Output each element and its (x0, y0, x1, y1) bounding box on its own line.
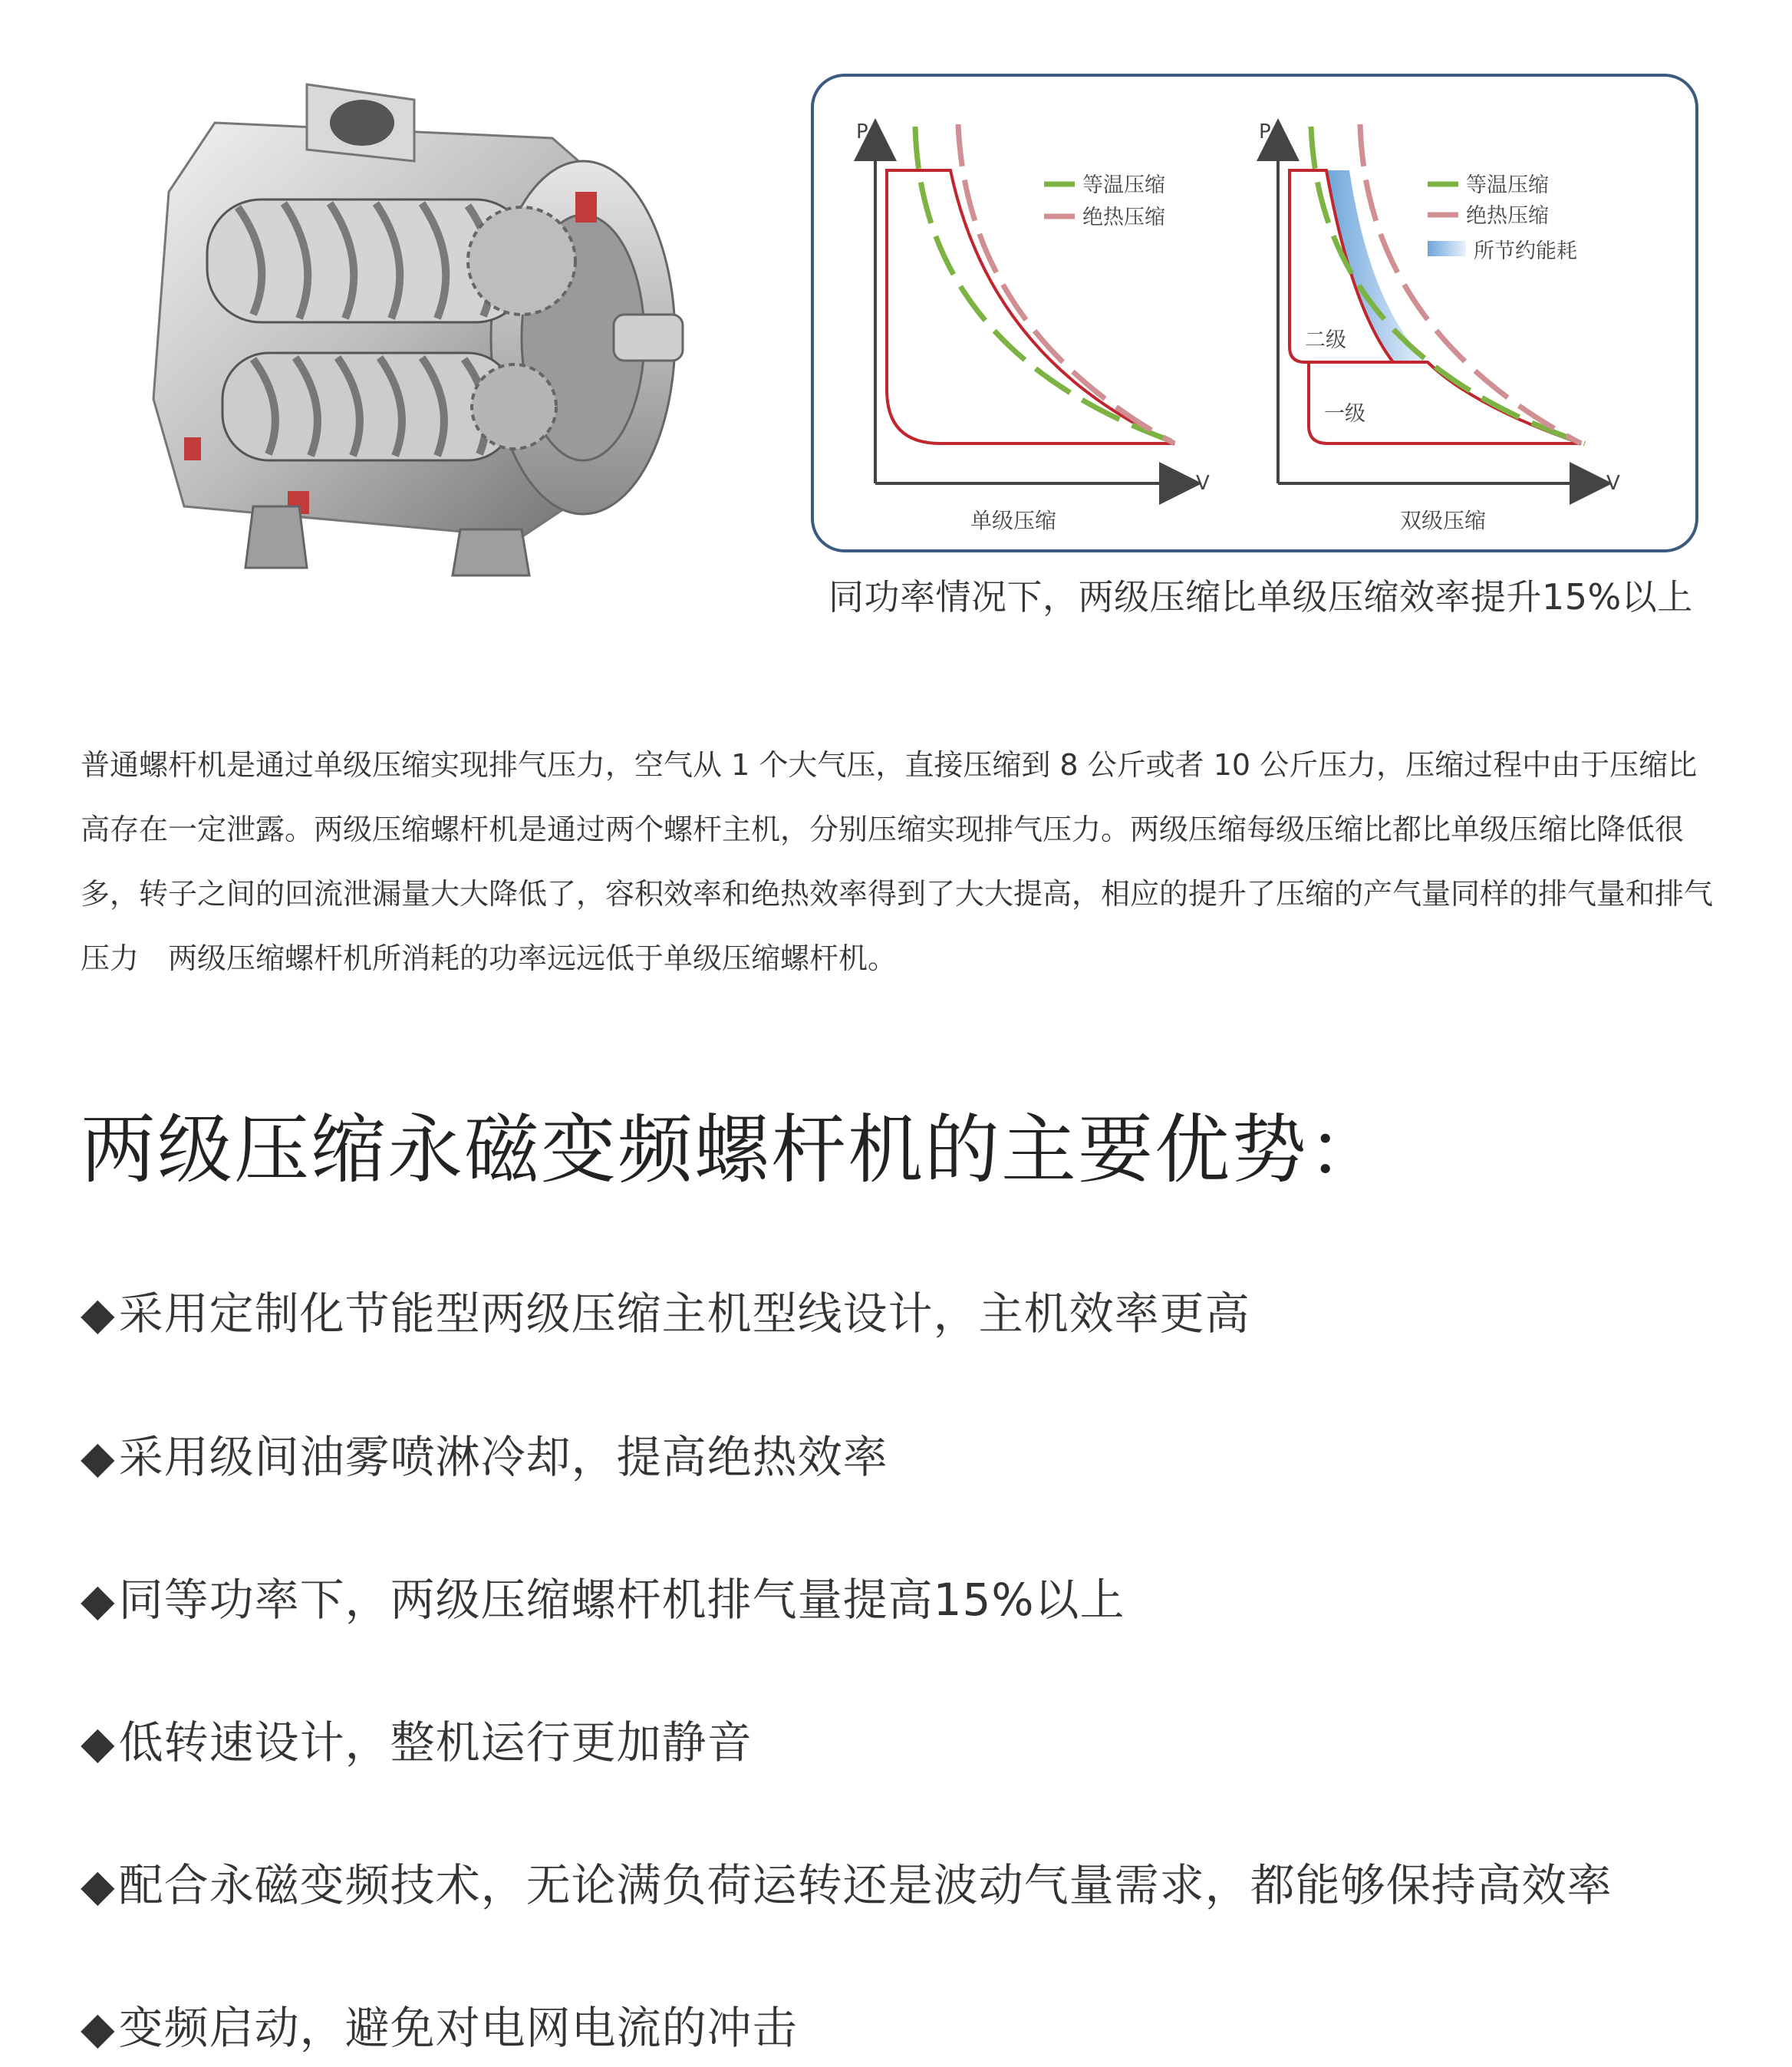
feature-item (81, 1849, 1612, 1914)
feature-text: 变频启动，避免对电网电流的冲击 (118, 2002, 798, 2054)
feature-item (81, 1706, 753, 1771)
legend-adiabatic-label: 绝热压缩 (1466, 204, 1549, 228)
stage1-label: 一级 (1324, 402, 1365, 426)
two-stage-diagram (1259, 120, 1620, 533)
legend-saving-swatch (1428, 241, 1466, 256)
diagram-caption: 同功率情况下，两级压缩比单级压缩效率提升15%以上 (828, 576, 1693, 618)
bullet-icon: ◆ (81, 1287, 116, 1340)
bullet-icon: ◆ (81, 1574, 116, 1626)
feature-text: 低转速设计，整机运行更加静音 (118, 1716, 753, 1769)
legend-adiabatic-label: 绝热压缩 (1082, 206, 1165, 229)
feature-text: 同等功率下，两级压缩螺杆机排气量提高15%以上 (118, 1574, 1125, 1626)
advantages-heading: 两级压缩永磁变频螺杆机的主要优势： (81, 1106, 1385, 1194)
bullet-icon: ◆ (81, 1716, 116, 1769)
p-axis-label: P (1259, 120, 1271, 143)
feature-item (81, 1992, 798, 2056)
single-stage-diagram (856, 120, 1210, 533)
stage2-label: 二级 (1305, 328, 1346, 352)
p-axis-label: P (856, 120, 868, 143)
feature-text: 采用定制化节能型两级压缩主机型线设计，主机效率更高 (118, 1287, 1250, 1340)
v-axis-label: V (1606, 472, 1620, 495)
bullet-icon: ◆ (81, 2002, 116, 2054)
intro-paragraph: 普通螺杆机是通过单级压缩实现排气压力，空气从 1 个大气压，直接压缩到 8 公斤或者 10 公斤压力，压缩过程中由于压缩比高存在一定泄露。两级压缩螺杆机是通过两个螺杆主机，分别压缩实现排气压力。两级压缩每级压缩比都比单级压缩比降低很多，转子之间的回流泄漏量大大降低了，容积效率和绝热效率得到了大大提高，相应的提升了压缩的产气量同样的排气量和排气压力 两级压缩螺杆机所消耗的功率远远低于单级压缩螺杆机。 (81, 748, 1714, 975)
legend-isothermal-label: 等温压缩 (1466, 173, 1549, 197)
feature-item (81, 1421, 888, 1485)
bullet-icon: ◆ (81, 1859, 116, 1911)
feature-text: 配合永磁变频技术，无论满负荷运转还是波动气量需求，都能够保持高效率 (118, 1859, 1612, 1911)
pv-diagram-panel (811, 74, 1698, 552)
two-stage-title: 双级压缩 (1399, 508, 1487, 533)
screw-compressor-image (123, 77, 706, 583)
legend-saving-label: 所节约能耗 (1474, 239, 1577, 263)
single-stage-title: 单级压缩 (970, 508, 1057, 533)
feature-item (81, 1564, 1125, 1628)
feature-item (81, 1277, 1250, 1342)
v-axis-label: V (1196, 472, 1210, 495)
legend-isothermal-label: 等温压缩 (1082, 173, 1165, 197)
bullet-icon: ◆ (81, 1431, 116, 1483)
feature-text: 采用级间油雾喷淋冷却，提高绝热效率 (118, 1431, 888, 1483)
